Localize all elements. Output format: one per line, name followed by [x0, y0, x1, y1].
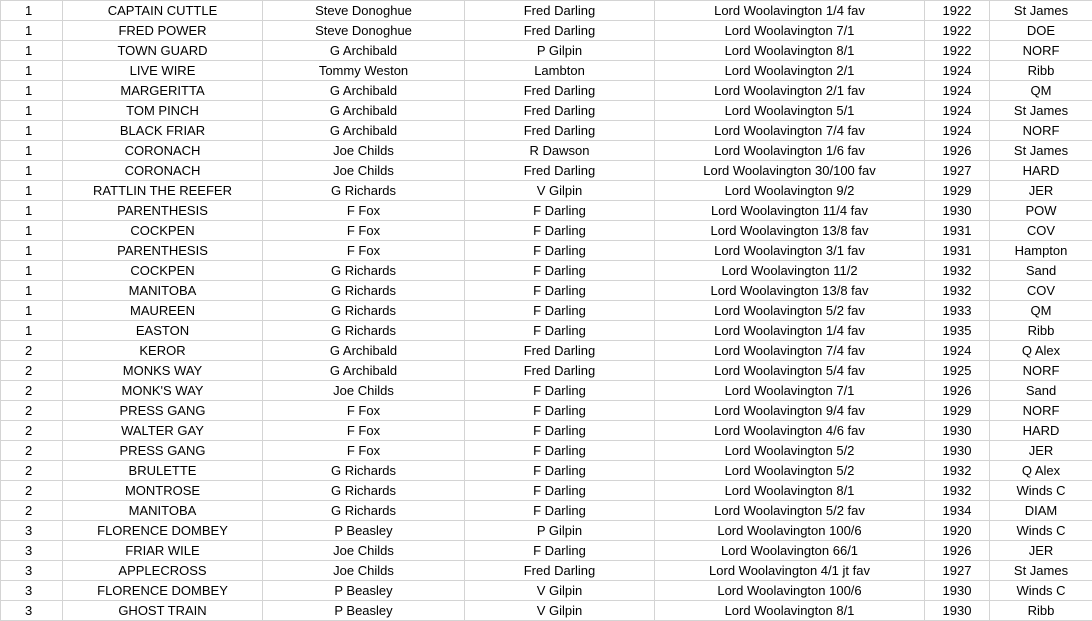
cell-owner-odds[interactable]: Lord Woolavington 5/2	[655, 461, 925, 481]
cell-race[interactable]: JER	[990, 441, 1092, 461]
cell-year[interactable]: 1924	[925, 81, 990, 101]
table-row	[1, 561, 1092, 581]
cell-year[interactable]: 1932	[925, 261, 990, 281]
cell-position[interactable]: 2	[1, 481, 63, 501]
cell-year[interactable]: 1924	[925, 101, 990, 121]
cell-position[interactable]: 1	[1, 241, 63, 261]
cell-race[interactable]: Ribb	[990, 601, 1092, 621]
cell-owner-odds[interactable]: Lord Woolavington 7/4 fav	[655, 341, 925, 361]
cell-trainer[interactable]: F Darling	[465, 481, 655, 501]
table-row	[1, 521, 1092, 541]
cell-horse[interactable]: LIVE WIRE	[63, 61, 263, 81]
cell-jockey[interactable]: Steve Donoghue	[263, 1, 465, 21]
cell-owner-odds[interactable]: Lord Woolavington 2/1	[655, 61, 925, 81]
cell-year[interactable]: 1924	[925, 341, 990, 361]
cell-owner-odds[interactable]: Lord Woolavington 66/1	[655, 541, 925, 561]
cell-position[interactable]: 1	[1, 121, 63, 141]
cell-year[interactable]: 1932	[925, 281, 990, 301]
cell-owner-odds[interactable]: Lord Woolavington 30/100 fav	[655, 161, 925, 181]
cell-owner-odds[interactable]: Lord Woolavington 4/6 fav	[655, 421, 925, 441]
cell-trainer[interactable]: Fred Darling	[465, 81, 655, 101]
cell-owner-odds[interactable]: Lord Woolavington 100/6	[655, 521, 925, 541]
cell-jockey[interactable]: Joe Childs	[263, 141, 465, 161]
cell-year[interactable]: 1924	[925, 61, 990, 81]
cell-horse[interactable]: BLACK FRIAR	[63, 121, 263, 141]
cell-position[interactable]: 2	[1, 461, 63, 481]
cell-jockey[interactable]: P Beasley	[263, 601, 465, 621]
cell-trainer[interactable]: F Darling	[465, 261, 655, 281]
table-row	[1, 461, 1092, 481]
table-row	[1, 581, 1092, 601]
cell-owner-odds[interactable]: Lord Woolavington 3/1 fav	[655, 241, 925, 261]
cell-owner-odds[interactable]: Lord Woolavington 1/4 fav	[655, 321, 925, 341]
cell-year[interactable]: 1930	[925, 421, 990, 441]
cell-horse[interactable]: COCKPEN	[63, 261, 263, 281]
cell-position[interactable]: 3	[1, 541, 63, 561]
spreadsheet-body	[1, 1, 1092, 621]
cell-race[interactable]: DIAM	[990, 501, 1092, 521]
cell-position[interactable]: 2	[1, 441, 63, 461]
cell-position[interactable]: 1	[1, 261, 63, 281]
cell-race[interactable]: COV	[990, 281, 1092, 301]
cell-trainer[interactable]: F Darling	[465, 201, 655, 221]
cell-trainer[interactable]: Fred Darling	[465, 1, 655, 21]
cell-trainer[interactable]: R Dawson	[465, 141, 655, 161]
table-row	[1, 421, 1092, 441]
cell-owner-odds[interactable]: Lord Woolavington 4/1 jt fav	[655, 561, 925, 581]
cell-position[interactable]: 1	[1, 61, 63, 81]
cell-horse[interactable]: TOWN GUARD	[63, 41, 263, 61]
cell-owner-odds[interactable]: Lord Woolavington 8/1	[655, 601, 925, 621]
cell-trainer[interactable]: Fred Darling	[465, 161, 655, 181]
table-row	[1, 601, 1092, 621]
cell-position[interactable]: 2	[1, 501, 63, 521]
cell-owner-odds[interactable]: Lord Woolavington 1/6 fav	[655, 141, 925, 161]
cell-year[interactable]: 1934	[925, 501, 990, 521]
cell-jockey[interactable]: G Richards	[263, 181, 465, 201]
cell-year[interactable]: 1935	[925, 321, 990, 341]
cell-position[interactable]: 1	[1, 161, 63, 181]
cell-owner-odds[interactable]: Lord Woolavington 9/4 fav	[655, 401, 925, 421]
cell-horse[interactable]: EASTON	[63, 321, 263, 341]
cell-horse[interactable]: FRED POWER	[63, 21, 263, 41]
table-row	[1, 241, 1092, 261]
cell-trainer[interactable]: Lambton	[465, 61, 655, 81]
cell-owner-odds[interactable]: Lord Woolavington 7/1	[655, 21, 925, 41]
table-row	[1, 81, 1092, 101]
cell-trainer[interactable]: F Darling	[465, 281, 655, 301]
cell-race[interactable]: Hampton	[990, 241, 1092, 261]
cell-trainer[interactable]: V Gilpin	[465, 581, 655, 601]
cell-year[interactable]: 1929	[925, 181, 990, 201]
cell-trainer[interactable]: Fred Darling	[465, 361, 655, 381]
cell-year[interactable]: 1929	[925, 401, 990, 421]
table-row	[1, 121, 1092, 141]
cell-owner-odds[interactable]: Lord Woolavington 1/4 fav	[655, 1, 925, 21]
cell-trainer[interactable]: F Darling	[465, 501, 655, 521]
cell-race[interactable]: JER	[990, 541, 1092, 561]
cell-position[interactable]: 1	[1, 41, 63, 61]
cell-year[interactable]: 1922	[925, 41, 990, 61]
table-row	[1, 381, 1092, 401]
cell-owner-odds[interactable]: Lord Woolavington 7/1	[655, 381, 925, 401]
cell-race[interactable]: Winds C	[990, 581, 1092, 601]
cell-horse[interactable]: MONTROSE	[63, 481, 263, 501]
cell-race[interactable]: HARD	[990, 161, 1092, 181]
cell-horse[interactable]: KEROR	[63, 341, 263, 361]
cell-horse[interactable]: MANITOBA	[63, 281, 263, 301]
cell-position[interactable]: 2	[1, 381, 63, 401]
cell-jockey[interactable]: F Fox	[263, 421, 465, 441]
cell-position[interactable]: 1	[1, 301, 63, 321]
cell-trainer[interactable]: F Darling	[465, 241, 655, 261]
cell-horse[interactable]: APPLECROSS	[63, 561, 263, 581]
cell-trainer[interactable]: Fred Darling	[465, 121, 655, 141]
cell-race[interactable]: NORF	[990, 121, 1092, 141]
cell-race[interactable]: JER	[990, 181, 1092, 201]
cell-jockey[interactable]: G Richards	[263, 501, 465, 521]
cell-jockey[interactable]: P Beasley	[263, 581, 465, 601]
cell-owner-odds[interactable]: Lord Woolavington 100/6	[655, 581, 925, 601]
cell-race[interactable]: NORF	[990, 41, 1092, 61]
cell-year[interactable]: 1920	[925, 521, 990, 541]
cell-trainer[interactable]: F Darling	[465, 321, 655, 341]
table-row	[1, 201, 1092, 221]
table-row	[1, 281, 1092, 301]
cell-owner-odds[interactable]: Lord Woolavington 5/2	[655, 441, 925, 461]
table-row	[1, 221, 1092, 241]
cell-jockey[interactable]: G Richards	[263, 281, 465, 301]
cell-year[interactable]: 1931	[925, 221, 990, 241]
cell-position[interactable]: 2	[1, 361, 63, 381]
cell-owner-odds[interactable]: Lord Woolavington 11/4 fav	[655, 201, 925, 221]
cell-jockey[interactable]: G Archibald	[263, 361, 465, 381]
cell-position[interactable]: 2	[1, 421, 63, 441]
cell-year[interactable]: 1926	[925, 141, 990, 161]
cell-position[interactable]: 1	[1, 81, 63, 101]
table-row	[1, 101, 1092, 121]
cell-year[interactable]: 1930	[925, 201, 990, 221]
cell-horse[interactable]: PARENTHESIS	[63, 241, 263, 261]
cell-race[interactable]: St James	[990, 141, 1092, 161]
cell-horse[interactable]: RATTLIN THE REEFER	[63, 181, 263, 201]
cell-year[interactable]: 1932	[925, 461, 990, 481]
table-row	[1, 301, 1092, 321]
cell-position[interactable]: 3	[1, 581, 63, 601]
table-row	[1, 501, 1092, 521]
cell-trainer[interactable]: F Darling	[465, 461, 655, 481]
cell-owner-odds[interactable]: Lord Woolavington 5/2 fav	[655, 501, 925, 521]
cell-horse[interactable]: FRIAR WILE	[63, 541, 263, 561]
cell-horse[interactable]: CAPTAIN CUTTLE	[63, 1, 263, 21]
cell-owner-odds[interactable]: Lord Woolavington 11/2	[655, 261, 925, 281]
cell-race[interactable]: HARD	[990, 421, 1092, 441]
cell-race[interactable]: Ribb	[990, 321, 1092, 341]
cell-horse[interactable]: CORONACH	[63, 141, 263, 161]
cell-horse[interactable]: PRESS GANG	[63, 441, 263, 461]
table-row	[1, 141, 1092, 161]
cell-trainer[interactable]: F Darling	[465, 441, 655, 461]
cell-horse[interactable]: COCKPEN	[63, 221, 263, 241]
cell-jockey[interactable]: P Beasley	[263, 521, 465, 541]
table-row	[1, 361, 1092, 381]
cell-year[interactable]: 1927	[925, 561, 990, 581]
cell-race[interactable]: St James	[990, 1, 1092, 21]
cell-horse[interactable]: WALTER GAY	[63, 421, 263, 441]
cell-jockey[interactable]: F Fox	[263, 221, 465, 241]
cell-year[interactable]: 1930	[925, 441, 990, 461]
cell-horse[interactable]: MONK'S WAY	[63, 381, 263, 401]
cell-race[interactable]: Winds C	[990, 521, 1092, 541]
cell-race[interactable]: Q Alex	[990, 341, 1092, 361]
cell-owner-odds[interactable]: Lord Woolavington 5/1	[655, 101, 925, 121]
cell-race[interactable]: POW	[990, 201, 1092, 221]
cell-jockey[interactable]: G Richards	[263, 261, 465, 281]
cell-position[interactable]: 2	[1, 341, 63, 361]
cell-trainer[interactable]: F Darling	[465, 381, 655, 401]
cell-year[interactable]: 1931	[925, 241, 990, 261]
table-row	[1, 261, 1092, 281]
table-row	[1, 41, 1092, 61]
cell-race[interactable]: QM	[990, 301, 1092, 321]
cell-jockey[interactable]: G Richards	[263, 481, 465, 501]
cell-jockey[interactable]: G Richards	[263, 301, 465, 321]
cell-race[interactable]: Sand	[990, 381, 1092, 401]
cell-position[interactable]: 1	[1, 281, 63, 301]
cell-position[interactable]: 2	[1, 401, 63, 421]
cell-horse[interactable]: FLORENCE DOMBEY	[63, 581, 263, 601]
table-row	[1, 541, 1092, 561]
cell-horse[interactable]: PARENTHESIS	[63, 201, 263, 221]
cell-owner-odds[interactable]: Lord Woolavington 7/4 fav	[655, 121, 925, 141]
cell-jockey[interactable]: Joe Childs	[263, 381, 465, 401]
cell-trainer[interactable]: Fred Darling	[465, 21, 655, 41]
table-row	[1, 21, 1092, 41]
cell-position[interactable]: 1	[1, 201, 63, 221]
cell-owner-odds[interactable]: Lord Woolavington 5/2 fav	[655, 301, 925, 321]
cell-year[interactable]: 1926	[925, 541, 990, 561]
table-row	[1, 401, 1092, 421]
table-row	[1, 441, 1092, 461]
cell-horse[interactable]: MAUREEN	[63, 301, 263, 321]
cell-owner-odds[interactable]: Lord Woolavington 8/1	[655, 481, 925, 501]
cell-year[interactable]: 1930	[925, 601, 990, 621]
cell-trainer[interactable]: Fred Darling	[465, 561, 655, 581]
cell-race[interactable]: DOE	[990, 21, 1092, 41]
cell-jockey[interactable]: Steve Donoghue	[263, 21, 465, 41]
cell-position[interactable]: 1	[1, 321, 63, 341]
cell-jockey[interactable]: G Archibald	[263, 101, 465, 121]
cell-trainer[interactable]: F Darling	[465, 221, 655, 241]
table-row	[1, 61, 1092, 81]
cell-owner-odds[interactable]: Lord Woolavington 2/1 fav	[655, 81, 925, 101]
cell-horse[interactable]: GHOST TRAIN	[63, 601, 263, 621]
cell-year[interactable]: 1933	[925, 301, 990, 321]
cell-position[interactable]: 3	[1, 561, 63, 581]
cell-race[interactable]: QM	[990, 81, 1092, 101]
table-row	[1, 341, 1092, 361]
cell-position[interactable]: 1	[1, 21, 63, 41]
cell-trainer[interactable]: Fred Darling	[465, 101, 655, 121]
cell-trainer[interactable]: V Gilpin	[465, 181, 655, 201]
cell-jockey[interactable]: G Archibald	[263, 341, 465, 361]
cell-year[interactable]: 1926	[925, 381, 990, 401]
table-row	[1, 181, 1092, 201]
cell-jockey[interactable]: G Richards	[263, 461, 465, 481]
cell-jockey[interactable]: G Archibald	[263, 81, 465, 101]
cell-horse[interactable]: MONKS WAY	[63, 361, 263, 381]
cell-horse[interactable]: MARGERITTA	[63, 81, 263, 101]
cell-race[interactable]: St James	[990, 101, 1092, 121]
cell-horse[interactable]: TOM PINCH	[63, 101, 263, 121]
cell-horse[interactable]: MANITOBA	[63, 501, 263, 521]
cell-jockey[interactable]: G Richards	[263, 321, 465, 341]
cell-owner-odds[interactable]: Lord Woolavington 13/8 fav	[655, 281, 925, 301]
cell-jockey[interactable]: F Fox	[263, 401, 465, 421]
cell-jockey[interactable]: Tommy Weston	[263, 61, 465, 81]
cell-position[interactable]: 1	[1, 181, 63, 201]
cell-position[interactable]: 3	[1, 521, 63, 541]
cell-trainer[interactable]: F Darling	[465, 401, 655, 421]
cell-trainer[interactable]: V Gilpin	[465, 601, 655, 621]
cell-trainer[interactable]: Fred Darling	[465, 341, 655, 361]
cell-position[interactable]: 1	[1, 221, 63, 241]
table-row	[1, 321, 1092, 341]
cell-year[interactable]: 1927	[925, 161, 990, 181]
cell-year[interactable]: 1922	[925, 1, 990, 21]
cell-trainer[interactable]: P Gilpin	[465, 521, 655, 541]
table-row	[1, 481, 1092, 501]
table-row	[1, 1, 1092, 21]
cell-race[interactable]: Q Alex	[990, 461, 1092, 481]
cell-race[interactable]: NORF	[990, 361, 1092, 381]
cell-year[interactable]: 1925	[925, 361, 990, 381]
cell-jockey[interactable]: F Fox	[263, 441, 465, 461]
cell-jockey[interactable]: F Fox	[263, 201, 465, 221]
cell-trainer[interactable]: F Darling	[465, 301, 655, 321]
cell-race[interactable]: NORF	[990, 401, 1092, 421]
cell-race[interactable]: St James	[990, 561, 1092, 581]
cell-owner-odds[interactable]: Lord Woolavington 9/2	[655, 181, 925, 201]
cell-year[interactable]: 1932	[925, 481, 990, 501]
cell-race[interactable]: COV	[990, 221, 1092, 241]
cell-race[interactable]: Ribb	[990, 61, 1092, 81]
cell-year[interactable]: 1922	[925, 21, 990, 41]
cell-race[interactable]: Sand	[990, 261, 1092, 281]
cell-jockey[interactable]: Joe Childs	[263, 541, 465, 561]
cell-position[interactable]: 1	[1, 1, 63, 21]
cell-trainer[interactable]: F Darling	[465, 421, 655, 441]
cell-horse[interactable]: BRULETTE	[63, 461, 263, 481]
cell-jockey[interactable]: Joe Childs	[263, 561, 465, 581]
cell-horse[interactable]: CORONACH	[63, 161, 263, 181]
cell-race[interactable]: Winds C	[990, 481, 1092, 501]
cell-position[interactable]: 3	[1, 601, 63, 621]
cell-jockey[interactable]: F Fox	[263, 241, 465, 261]
cell-owner-odds[interactable]: Lord Woolavington 13/8 fav	[655, 221, 925, 241]
cell-horse[interactable]: FLORENCE DOMBEY	[63, 521, 263, 541]
cell-trainer[interactable]: P Gilpin	[465, 41, 655, 61]
table-row	[1, 161, 1092, 181]
cell-jockey[interactable]: G Archibald	[263, 121, 465, 141]
cell-owner-odds[interactable]: Lord Woolavington 5/4 fav	[655, 361, 925, 381]
cell-position[interactable]: 1	[1, 101, 63, 121]
cell-jockey[interactable]: G Archibald	[263, 41, 465, 61]
cell-jockey[interactable]: Joe Childs	[263, 161, 465, 181]
cell-year[interactable]: 1924	[925, 121, 990, 141]
cell-trainer[interactable]: F Darling	[465, 541, 655, 561]
cell-position[interactable]: 1	[1, 141, 63, 161]
cell-horse[interactable]: PRESS GANG	[63, 401, 263, 421]
cell-year[interactable]: 1930	[925, 581, 990, 601]
cell-owner-odds[interactable]: Lord Woolavington 8/1	[655, 41, 925, 61]
